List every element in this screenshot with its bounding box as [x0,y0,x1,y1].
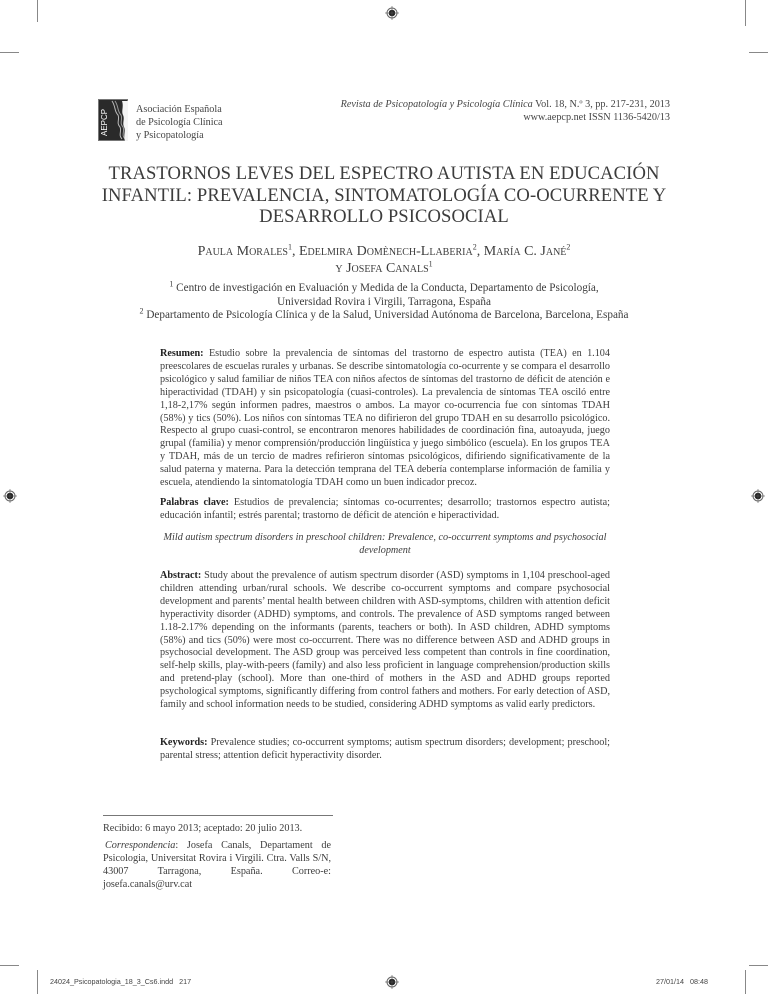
title-line: DESARROLLO PSICOSOCIAL [259,206,509,227]
keywords-text: Prevalence studies; co-occurrent symptoms; autism spectrum disorders; development; preschool; parental stress; attention deficit hyperactivity disorder. [160,737,610,761]
crop-mark-top-left-v [37,0,38,22]
author-name: y Josefa Canals [335,261,429,276]
author-list [100,243,668,277]
registration-mark-bottom-icon [385,975,399,989]
keywords-section [160,737,610,763]
received-dates: Recibido: 6 mayo 2013; aceptado: 20 julio 2013. [103,823,303,834]
association-name [136,103,223,142]
crop-mark-bottom-left-v [37,970,38,994]
journal-citation [341,98,670,124]
affiliation-text: Centro de investigación en Evaluación y Medida de la Conducta, Departamento de Psicología, [173,282,599,294]
article-title [100,163,668,228]
aepcp-logo [98,99,128,141]
association-line: de Psicología Clínica [136,117,223,128]
crop-mark-bottom-right-h [749,965,768,966]
affiliations [60,279,708,323]
keywords-label: Keywords: [160,737,208,748]
print-slug-date: 27/01/14 08:48 [656,977,708,986]
logo-text: AEPCP [100,108,109,136]
title-line: INFANTIL: PREVALENCIA, SINTOMATOLOGÍA CO-OCURRENTE Y [101,184,667,206]
crop-mark-bottom-right-v [745,970,746,994]
title-line: TRASTORNOS LEVES DEL ESPECTRO AUTISTA EN EDUCACIÓN [108,163,660,184]
abstract-text: Study about the prevalence of autism spectrum disorder (ASD) symptoms in 1,104 preschool-aged children attending urban/rural schools. We describe co-occurrent symptoms and compare psychosocial development and parents’ mental health between children with ASD-symptoms, children with attention deficit hyperactivity disorder (ADHD) symptoms, and controls. The prevalence of ASD symptoms ranged between 1.18-2.17% depending on the informants (parents, teachers or both). In ASD children, ADHD symptoms (58%) and tics (50%) were most co-occurrent. There was no difference between ASD and ADHD groups in psychosocial development. The ASD group was perceived less competent than controls in fine coordination, self-help skills, play-with-peers (family) and also less proficient in language comprehension/production skills and pretend-play (school). More than one-third of mothers in the ASD and ADHD groups reported psychological symptoms, significantly differing from control fathers and mothers. For early detection of ASD, family and school information needs to be studied, considering ADHD symptoms as valid early predictors. [160,570,610,711]
abstract-label: Abstract: [160,570,202,581]
crop-mark-top-right-v [745,0,746,26]
author-name: Edelmira Domènech-Llaberia [298,244,473,259]
registration-mark-right-icon [751,489,765,503]
correspondence-text: : Josefa Canals, Departament de Psicologia, Universitat Rovira i Virgili. Ctra. Valls S/N, 43007 Tarragona, España. Correo-e: josefa.canals@urv.cat [103,840,331,890]
footnote-divider [103,815,333,816]
journal-web-issn: www.aepcp.net ISSN 1136-5420/13 [523,112,670,123]
correspondence-label: Correspondencia [105,840,176,851]
association-line: y Psicopatología [136,130,204,141]
registration-mark-top-icon [385,6,399,20]
crop-mark-top-right-h [749,52,768,53]
crop-mark-top-left-h [0,52,19,53]
journal-name: Revista de Psicopatología y Psicología Clínica [340,99,533,110]
separator: , [291,244,299,259]
author-affiliation-mark: 2 [472,242,477,252]
journal-issue: Vol. 18, N.º 3, pp. 217-231, 2013 [532,99,670,110]
separator: , [476,244,484,259]
print-slug-file: 24024_Psicopatologia_18_3_Cs6.indd 217 [50,977,192,986]
palabras-clave-section [160,497,610,523]
affiliation-number: 2 [139,306,144,316]
author-name: Paula Morales [197,244,288,259]
palabras-clave-label: Palabras clave: [160,497,229,508]
author-affiliation-mark: 1 [287,242,292,252]
resumen-section [160,348,610,490]
resumen-text: Estudio sobre la prevalencia de síntomas del trastorno de espectro autista (TEA) en 1.104 preescolares de escuelas rurales y urbanas. Se describe sintomatología co-ocurrente y se compara el desarrollo psicológico y salud familiar de niños TEA con niños afectos de síntomas del trastorno de déficit de atención e hiperactividad (TDAH) y sin psicopatología (cuasi-controles). La prevalencia de síntomas TEA osciló entre 1,18-2,17% según informen padres, maestros o ambos. La mayor co-ocurrencia fue con síntomas TDAH (58%) y tics (50%). Los niños con síntomas TEA no difirieron del grupo TDAH en su desarrollo psicológico. Respecto al grupo cuasi-control, se encontraron menores habilidades de coordinación fina, autoayuda, juego grupal (familia) y menor comprensión/producción lingüística y juego simbólico (escuela). En los grupos TEA y TDAH, más de un tercio de madres refirieron síntomas psicológicos, difiriendo significativamente de la salud paterna y materna. Para la detección temprana del TEA debería contemplarse información de familia y escuela, atendiendo la sintomatología TDAH como un buen indicador precoz. [160,348,610,489]
crop-mark-bottom-left-h [0,965,19,966]
palabras-clave-text: Estudios de prevalencia; síntomas co-ocurrentes; desarrollo; trastornos espectro autista; educación infantil; estrés parental; trastorno de déficit de atención e hiperactividad. [160,497,610,521]
affiliation-text: Universidad Rovira i Virgili, Tarragona, España [277,295,491,308]
english-title: Mild autism spectrum disorders in preschool children: Prevalence, co-occurrent symptoms and psychosocial development [163,532,607,556]
correspondence-note [103,839,331,891]
affiliation-text: Departamento de Psicología Clínica y de la Salud, Universidad Autónoma de Barcelona, Barcelona, España [143,309,629,321]
registration-mark-left-icon [3,489,17,503]
association-line: Asociación Española [136,104,222,115]
author-affiliation-mark: 1 [428,259,433,269]
author-affiliation-mark: 2 [566,242,571,252]
author-name: María C. Jané [483,244,567,259]
resumen-label: Resumen: [160,348,204,359]
abstract-section [160,570,610,712]
affiliation-number: 1 [169,279,174,289]
